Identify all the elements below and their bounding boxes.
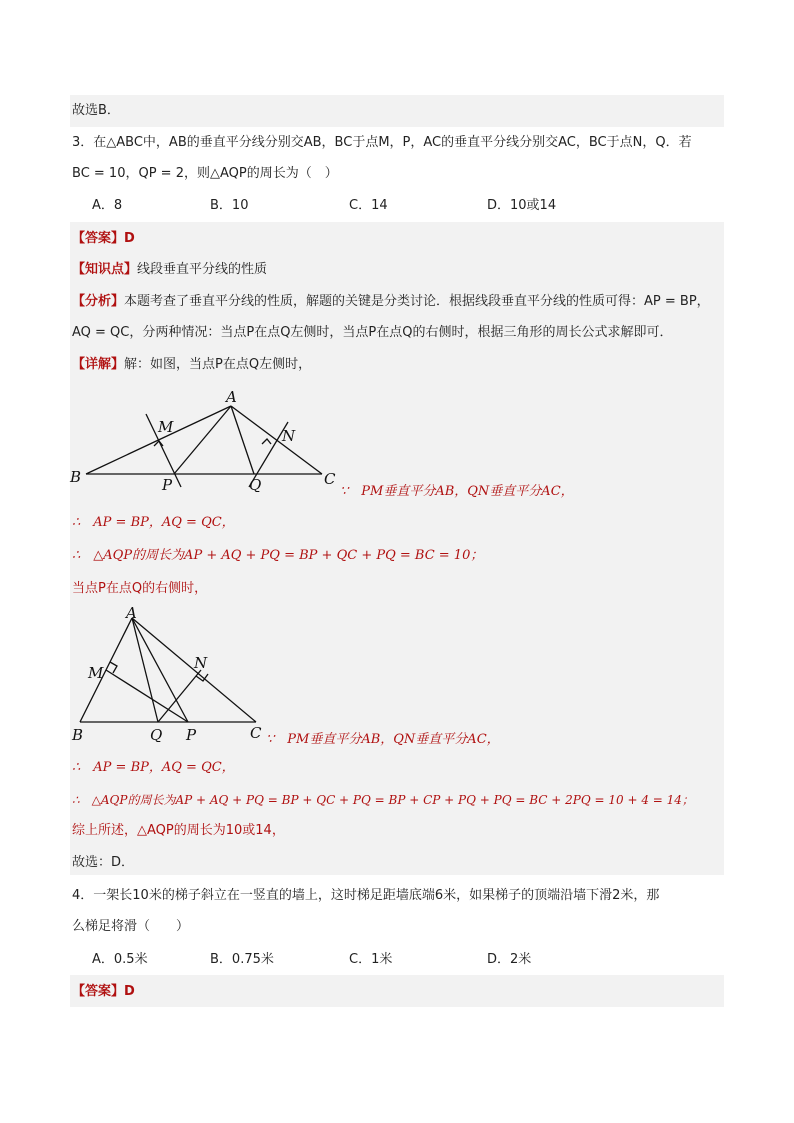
- fig1-label-c: C: [324, 470, 336, 488]
- q3-analysis-line1: [72, 291, 724, 313]
- fig1-label-n: N: [282, 427, 296, 445]
- q3-answer: [72, 228, 724, 250]
- q3-case1-therefore2-text: ∴ △AQP的周长为AP + AQ + PQ = BP + QC + PQ = BC = 10；: [72, 548, 484, 563]
- q3-knowledge-text: 线段垂直平分线的性质: [137, 262, 268, 277]
- q3-case2-intro: [72, 578, 724, 600]
- fig1-label-b: B: [70, 468, 82, 486]
- q4-answer-tag: 【答案】: [72, 984, 125, 999]
- q4-stem-line1: [72, 885, 724, 907]
- q3-detail-text1: 解：如图，当点P在点Q左侧时，: [124, 357, 312, 372]
- q3-analysis-tag: 【分析】: [72, 294, 125, 309]
- fig1-label-q: Q: [249, 476, 262, 492]
- fig2-label-p: P: [186, 726, 197, 742]
- q3-option-d: D．10或14: [487, 198, 557, 213]
- q3-case1-therefore1-text: ∴ AP = BP，AQ = QC，: [72, 515, 235, 530]
- q4-option-c: C．1米: [349, 952, 393, 967]
- fig1-label-p: P: [162, 476, 173, 492]
- q3-answer-tag: 【答案】: [72, 231, 125, 246]
- q3-analysis-line2: [72, 322, 724, 344]
- q4-answer-value: D: [124, 984, 135, 999]
- q3-case2-therefore2-text: ∴ △AQP的周长为AP + AQ + PQ = BP + QC + PQ = BP + CP + PQ + PQ = BC + 2PQ = 10 + 4 = 14；: [72, 793, 694, 807]
- fig2-label-c: C: [250, 724, 262, 742]
- q3-stem-line2-text: BC = 10，QP = 2，则△AQP的周长为（ ）: [72, 166, 338, 181]
- q3-stem-line1-text: 3．在△ABC中，AB的垂直平分线分别交AB，BC于点M，P，AC的垂直平分线分别交AC，BC于点N，Q．若: [72, 135, 692, 150]
- q3-conclusion: [72, 852, 724, 874]
- fig2-label-m: M: [88, 664, 104, 682]
- q3-case2-therefore2: [72, 789, 724, 811]
- q3-summary-text: 综上所述，△AQP的周长为10或14，: [72, 823, 285, 838]
- prev-conclusion: [72, 100, 724, 122]
- q3-summary: [72, 820, 724, 842]
- q4-options: [72, 949, 724, 971]
- q4-stem-line1-text: 4．一架长10米的梯子斜立在一竖直的墙上，这时梯足距墙底端6米，如果梯子的顶端沿墙下滑2米，那: [72, 888, 660, 903]
- fig2-label-q: Q: [150, 726, 163, 742]
- figure-case1: [66, 384, 356, 492]
- q3-case1-because-text: ∵ PM垂直平分AB，QN垂直平分AC，: [340, 484, 574, 499]
- q3-analysis-text2: AQ = QC，分两种情况：当点P在点Q左侧时，当点P在点Q的右侧时，根据三角形的周长公式求解即可．: [72, 325, 673, 340]
- q3-conclusion-text: 故选：D．: [72, 855, 135, 870]
- figure-case2: [66, 604, 286, 742]
- q3-analysis-text1: 本题考查了垂直平分线的性质，解题的关键是分类讨论．根据线段垂直平分线的性质可得：AP = BP，: [124, 294, 710, 309]
- q3-detail-line1: [72, 354, 724, 376]
- prev-conclusion-text: 故选B．: [72, 103, 120, 118]
- q3-case1-therefore2: [72, 545, 724, 567]
- q3-options: [72, 195, 724, 217]
- q4-stem-line2-text: 么梯足将滑（ ）: [72, 919, 190, 934]
- q4-stem-line2: [72, 916, 724, 938]
- q3-stem-line2: [72, 163, 724, 185]
- fig1-label-m: M: [158, 418, 174, 436]
- q4-option-b: B．0.75米: [210, 952, 274, 967]
- q4-answer: [72, 981, 724, 1003]
- q3-case1-because: [340, 481, 724, 503]
- q3-stem-line1: [72, 132, 724, 154]
- q3-option-c: C．14: [349, 198, 388, 213]
- q3-knowledge: [72, 259, 724, 281]
- fig2-label-a: A: [126, 604, 137, 622]
- fig2-label-b: B: [72, 726, 84, 742]
- q3-case2-because-text: ∵ PM垂直平分AB，QN垂直平分AC，: [266, 732, 500, 747]
- q3-answer-value: D: [124, 231, 135, 246]
- fig2-label-n: N: [194, 654, 208, 672]
- q3-case2-therefore1-text: ∴ AP = BP，AQ = QC，: [72, 760, 235, 775]
- q3-case2-intro-text: 当点P在点Q的右侧时，: [72, 581, 208, 596]
- q3-case2-because: [266, 729, 724, 751]
- q3-case1-therefore1: [72, 512, 724, 534]
- q3-option-a: A．8: [92, 198, 123, 213]
- q3-case2-therefore1: [72, 757, 724, 779]
- q4-option-d: D．2米: [487, 952, 532, 967]
- q3-knowledge-tag: 【知识点】: [72, 262, 138, 277]
- q3-option-b: B．10: [210, 198, 249, 213]
- q4-option-a: A．0.5米: [92, 952, 148, 967]
- q3-detail-tag: 【详解】: [72, 357, 125, 372]
- fig1-label-a: A: [226, 388, 237, 406]
